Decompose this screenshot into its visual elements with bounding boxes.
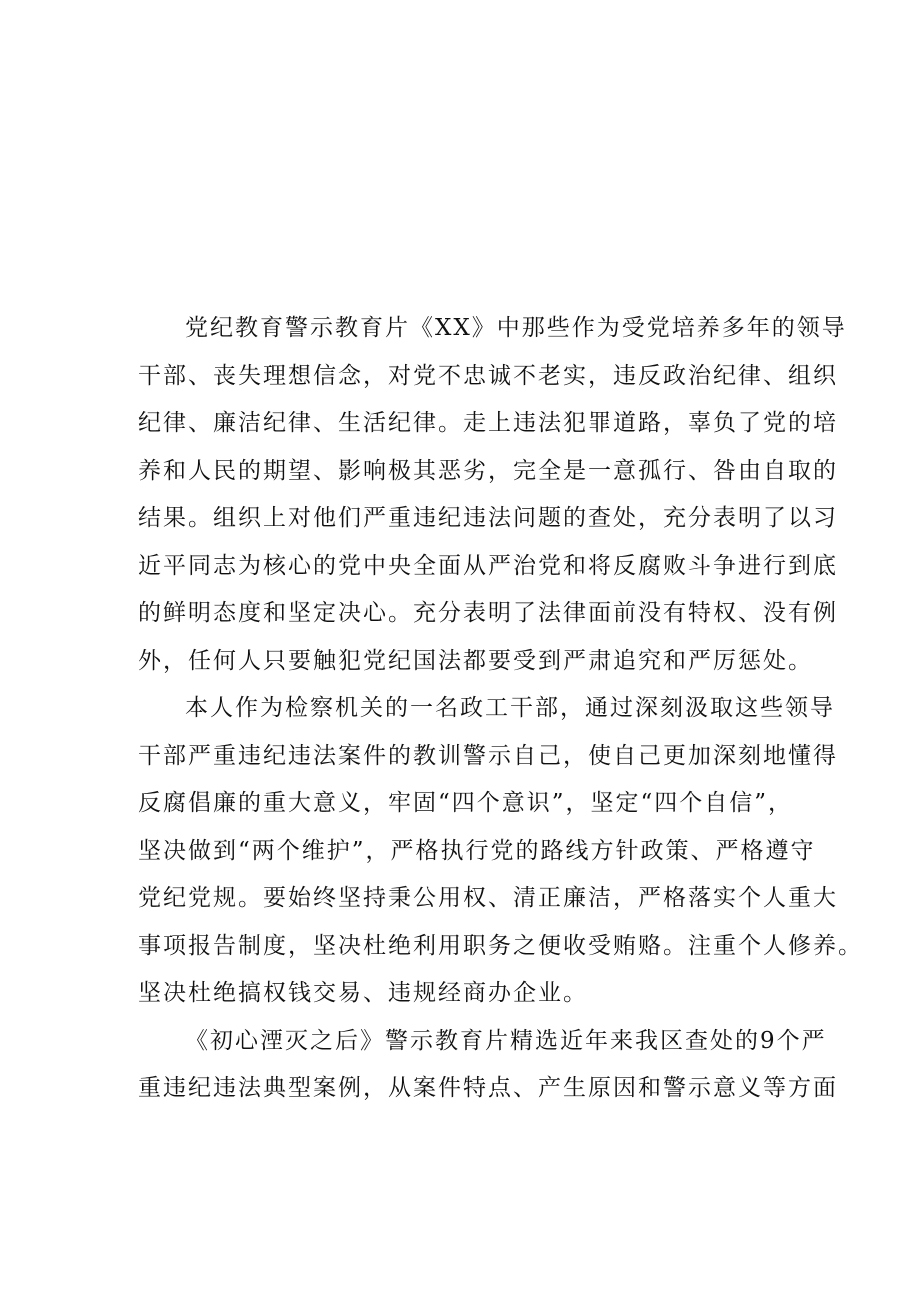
document-body (138, 305, 863, 1113)
paragraph-line: 党纪党规。要始终坚持秉公用权、清正廉洁，严格落实个人重大 (138, 885, 838, 911)
paragraph-line: 干部、丧失理想信念，对党不忠诚不老实，违反政治纪律、组织 (138, 362, 838, 389)
paragraph-line: 事项报告制度，坚决杜绝利用职务之便收受贿赂。注重个人修养。 (138, 932, 863, 959)
paragraph-2 (138, 685, 863, 1018)
paragraph-line: 纪律、廉洁纪律、生活纪律。走上违法犯罪道路，辜负了党的培 (138, 410, 838, 436)
paragraph-line: 党纪教育警示教育片《XX》中那些作为受党培养多年的领导 (185, 315, 847, 341)
paragraph-line: 外，任何人只要触犯党纪国法都要受到严肃追究和严厉惩处。 (138, 647, 813, 674)
paragraph-1 (138, 305, 847, 685)
paragraph-3 (138, 1018, 838, 1113)
paragraph-line: 坚决做到“两个维护”，严格执行党的路线方针政策、严格遵守 (138, 837, 816, 864)
paragraph-line: 的鲜明态度和坚定决心。充分表明了法律面前没有特权、没有例 (138, 600, 838, 626)
paragraph-line: 反腐倡廉的重大意义，牢固“四个意识”，坚定“四个自信”， (138, 790, 794, 816)
paragraph-line: 本人作为检察机关的一名政工干部，通过深刻汲取这些领导 (185, 695, 835, 721)
paragraph-line: 干部严重违纪违法案件的教训警示自己，使自己更加深刻地懂得 (138, 742, 838, 769)
paragraph-line: 养和人民的期望、影响极其恶劣，完全是一意孤行、咎由自取的 (138, 457, 838, 484)
paragraph-line: 坚决杜绝搞权钱交易、违规经商办企业。 (138, 980, 588, 1006)
paragraph-line: 近平同志为核心的党中央全面从严治党和将反腐败斗争进行到底 (138, 552, 838, 579)
paragraph-line: 《初心湮灭之后》警示教育片精选近年来我区查处的9个严 (185, 1027, 827, 1054)
paragraph-line: 结果。组织上对他们严重违纪违法问题的查处，充分表明了以习 (138, 505, 838, 531)
paragraph-line: 重违纪违法典型案例，从案件特点、产生原因和警示意义等方面 (138, 1075, 838, 1101)
